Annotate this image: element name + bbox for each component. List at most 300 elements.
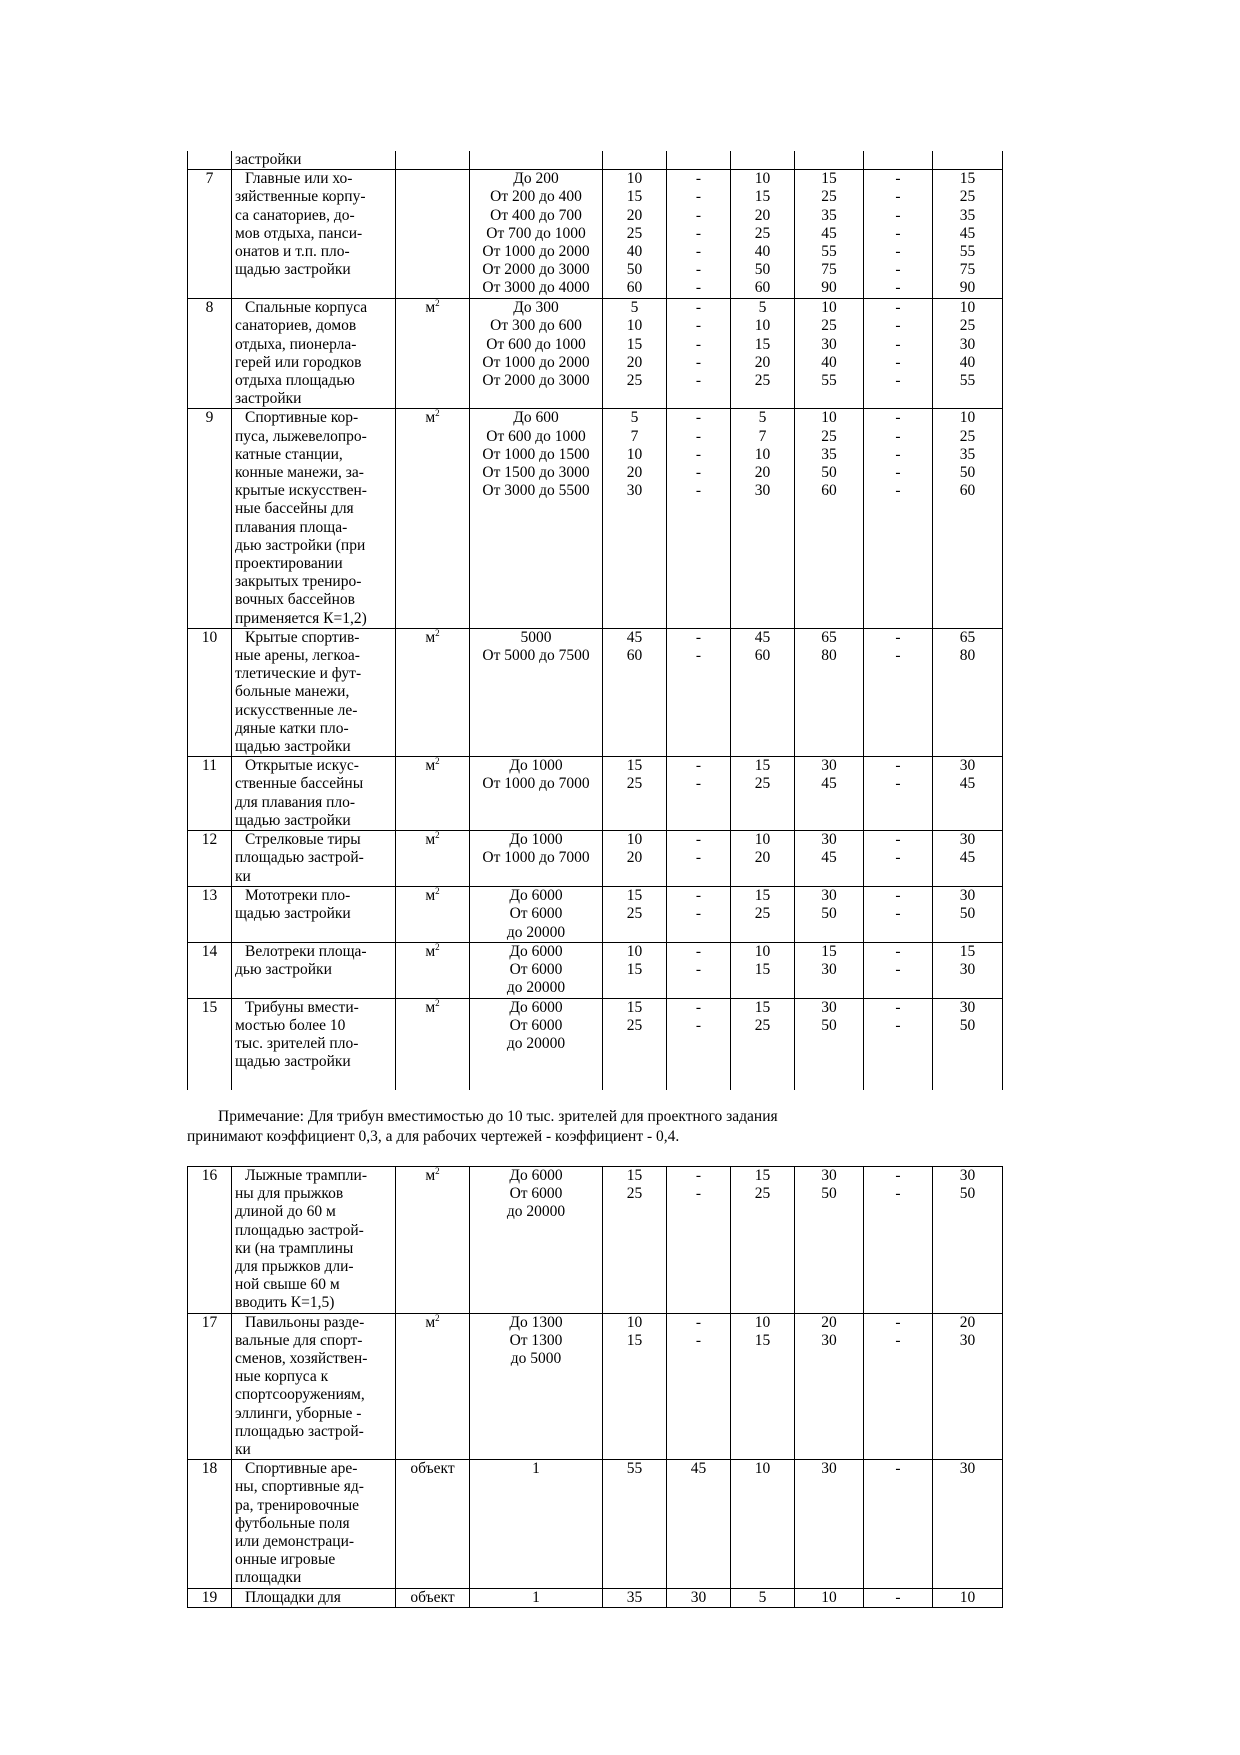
value-cell-c2 xyxy=(667,942,731,998)
value-cell-c3 xyxy=(731,1588,795,1607)
value-cell-c4-line: 75 xyxy=(821,261,837,279)
row-name-line: ные корпуса к xyxy=(235,1368,329,1386)
value-cell-c2-line: - xyxy=(695,335,702,353)
value-cell-c5-line: - xyxy=(895,757,901,775)
row-name-line: больные манежи, xyxy=(235,683,350,701)
value-cell-c4-line: 50 xyxy=(821,464,837,482)
row-name-line: ны, спортивные яд- xyxy=(235,1478,364,1496)
row-name-line: площадью застрой- xyxy=(235,1422,364,1440)
value-cell-c4-line: 20 xyxy=(821,1313,837,1331)
value-cell-c3 xyxy=(731,831,795,887)
table-row xyxy=(188,299,1003,409)
table-row xyxy=(188,998,1003,1090)
value-cell-c3-line: 10 xyxy=(754,942,771,960)
value-cell-c5 xyxy=(864,1313,933,1460)
unit-cell xyxy=(396,1167,470,1314)
value-cell-c2-line: - xyxy=(695,224,702,242)
value-cell-c5-line: - xyxy=(895,831,901,849)
value-cell-c3 xyxy=(731,1313,795,1460)
value-cell-c6 xyxy=(933,757,1003,831)
row-name-line: для плавания пло- xyxy=(235,793,356,811)
value-cell-c6-line: 50 xyxy=(959,464,976,482)
range-cell-line: до 20000 xyxy=(506,1035,566,1053)
unit-text: м xyxy=(425,998,436,1016)
value-cell-c1 xyxy=(603,942,667,998)
value-cell-c5-line: - xyxy=(895,998,901,1016)
value-cell-c2-line: - xyxy=(695,317,702,335)
row-name-line: ки xyxy=(235,867,251,885)
value-cell-c5-line: - xyxy=(895,188,901,206)
value-cell-c2-line: - xyxy=(695,1167,702,1184)
value-cell-c3 xyxy=(731,151,795,170)
row-name-line: онные игровые xyxy=(235,1551,336,1569)
row-name xyxy=(232,628,396,756)
row-name-line: спортсооружениям, xyxy=(235,1386,365,1404)
value-cell-c1-line: 15 xyxy=(626,1167,643,1184)
table-row xyxy=(188,1460,1003,1588)
row-name-line: искусственные ле- xyxy=(235,701,358,719)
row-name-line: щадью застройки xyxy=(235,738,351,756)
row-name-line: ки (на трамплины xyxy=(235,1239,354,1257)
range-cell-line: От 6000 xyxy=(509,960,563,978)
value-cell-c5-line: - xyxy=(895,647,901,665)
value-cell-c3 xyxy=(731,942,795,998)
value-cell-c5-line: - xyxy=(895,243,901,261)
range-cell xyxy=(470,1167,603,1314)
value-cell-c2-line: - xyxy=(695,628,702,646)
value-cell-c1 xyxy=(603,1588,667,1607)
range-cell-line: От 6000 xyxy=(509,905,563,923)
value-cell-c6-line: 10 xyxy=(959,1588,976,1606)
range-cell-line: От 600 до 1000 xyxy=(486,335,586,353)
value-cell-c6 xyxy=(933,831,1003,887)
row-name xyxy=(232,151,396,170)
value-cell-c3-line: 20 xyxy=(754,353,771,371)
range-cell-line: До 6000 xyxy=(509,887,563,905)
row-name-line: ной свыше 60 м xyxy=(235,1276,340,1294)
value-cell-c1-line: 45 xyxy=(626,628,643,646)
value-cell-c5-line: - xyxy=(895,960,901,978)
row-name-line: тыс. зрителей пло- xyxy=(235,1035,359,1053)
value-cell-c4-line: 25 xyxy=(821,188,837,206)
row-name-line: отдыха, пионерла- xyxy=(235,335,357,353)
unit-power: 2 xyxy=(435,941,440,952)
value-cell-c3-line: 60 xyxy=(754,279,771,297)
row-name-line: крытые искусствен- xyxy=(235,482,367,500)
row-name-line: Велотреки площа- xyxy=(245,942,367,960)
row-name xyxy=(232,998,396,1090)
value-cell-c4 xyxy=(795,628,864,756)
value-cell-c6-line: 50 xyxy=(959,1016,976,1034)
row-name-line: вочных бассейнов xyxy=(235,591,355,609)
value-cell-c2 xyxy=(667,757,731,831)
row-number xyxy=(188,151,232,170)
unit-cell xyxy=(396,1460,470,1588)
value-cell-c5-line: - xyxy=(895,942,901,960)
value-cell-c5 xyxy=(864,757,933,831)
row-name-line: вводить К=1,5) xyxy=(235,1294,335,1312)
value-cell-c4-line: 15 xyxy=(821,170,837,188)
note-line-1: Примечание: Для трибун вместимостью до 10 тыс. зрителей для проектного задания xyxy=(218,1108,778,1125)
value-cell-c6-line: 30 xyxy=(959,1167,976,1184)
value-cell-c2-line: - xyxy=(695,482,702,500)
value-cell-c6-line: 30 xyxy=(959,1331,976,1349)
value-cell-c4 xyxy=(795,170,864,299)
row-number: 13 xyxy=(188,887,232,943)
value-cell-c2-line: - xyxy=(695,445,702,463)
value-cell-c4 xyxy=(795,887,864,943)
value-cell-c6-line: 35 xyxy=(959,206,976,224)
value-cell-c2-line: - xyxy=(695,170,702,188)
value-cell-c6-line: 45 xyxy=(959,775,976,793)
range-cell-line: От 600 до 1000 xyxy=(486,427,586,445)
value-cell-c1-line: 5 xyxy=(630,299,639,317)
value-cell-c2 xyxy=(667,151,731,170)
unit-power: 2 xyxy=(435,408,440,419)
row-name-line: проектировании xyxy=(235,555,343,573)
value-cell-c1-line: 10 xyxy=(626,831,643,849)
range-cell xyxy=(470,887,603,943)
range-cell-line: От 6000 xyxy=(509,1185,563,1203)
value-cell-c6-line: 50 xyxy=(959,1185,976,1203)
unit-cell xyxy=(396,831,470,887)
value-cell-c3 xyxy=(731,998,795,1090)
value-cell-c1-line: 25 xyxy=(626,224,643,242)
row-name-line: отдыха площадью xyxy=(235,372,355,390)
value-cell-c5-line: - xyxy=(895,427,901,445)
value-cell-c4-line: 30 xyxy=(821,998,837,1016)
value-cell-c5-line: - xyxy=(895,628,901,646)
value-cell-c3-line: 15 xyxy=(754,188,771,206)
unit-text: м xyxy=(425,1167,436,1184)
row-name xyxy=(232,942,396,998)
unit-text: объект xyxy=(410,1588,455,1606)
value-cell-c6-line: 30 xyxy=(959,1460,976,1478)
row-name xyxy=(232,170,396,299)
value-cell-c4-line: 80 xyxy=(821,647,837,665)
range-cell-line: до 5000 xyxy=(510,1350,562,1368)
value-cell-c5-line: - xyxy=(895,206,901,224)
value-cell-c1-line: 30 xyxy=(626,482,643,500)
value-cell-c1 xyxy=(603,170,667,299)
row-name-line: пуса, лыжевелопро- xyxy=(235,427,367,445)
value-cell-c3-line: 25 xyxy=(754,775,771,793)
value-cell-c4 xyxy=(795,1588,864,1607)
value-cell-c2-line: - xyxy=(695,206,702,224)
value-cell-c5 xyxy=(864,998,933,1090)
value-cell-c6-line: 35 xyxy=(959,445,976,463)
value-cell-c5 xyxy=(864,831,933,887)
value-cell-c1 xyxy=(603,831,667,887)
value-cell-c5-line: - xyxy=(895,1016,901,1034)
row-name-line: ны для прыжков xyxy=(235,1185,344,1203)
value-cell-c3-line: 60 xyxy=(754,647,771,665)
range-cell-line: до 20000 xyxy=(506,923,566,941)
row-name-line: закрытых трениро- xyxy=(235,573,362,591)
value-cell-c4-line: 45 xyxy=(821,849,837,867)
value-cell-c4-line: 35 xyxy=(821,445,837,463)
range-cell xyxy=(470,299,603,409)
value-cell-c3-line: 10 xyxy=(754,1313,771,1331)
row-number: 8 xyxy=(188,299,232,409)
value-cell-c6-line: 45 xyxy=(959,849,976,867)
value-cell-c2 xyxy=(667,998,731,1090)
unit-text: м xyxy=(425,942,436,960)
row-name xyxy=(232,1460,396,1588)
value-cell-c3-line: 25 xyxy=(754,1185,771,1203)
range-cell xyxy=(470,942,603,998)
value-cell-c3-line: 15 xyxy=(754,887,771,905)
row-name-line: площадки xyxy=(235,1569,302,1587)
range-cell-line: до 20000 xyxy=(506,1203,566,1221)
range-cell xyxy=(470,1460,603,1588)
value-cell-c1-line: 10 xyxy=(626,445,643,463)
unit-power: 2 xyxy=(435,830,440,841)
value-cell-c6-line: 15 xyxy=(959,942,976,960)
unit-cell xyxy=(396,757,470,831)
value-cell-c6-line: 10 xyxy=(959,299,976,317)
value-cell-c4 xyxy=(795,299,864,409)
value-cell-c6-line: 10 xyxy=(959,409,976,427)
value-cell-c6 xyxy=(933,628,1003,756)
value-cell-c3-line: 7 xyxy=(758,427,767,445)
range-cell xyxy=(470,151,603,170)
value-cell-c2-line: 30 xyxy=(690,1588,707,1606)
row-name-line: санаториев, домов xyxy=(235,317,357,335)
row-name-line: катные станции, xyxy=(235,445,343,463)
value-cell-c3-line: 15 xyxy=(754,1167,771,1184)
value-cell-c4-line: 30 xyxy=(821,757,837,775)
value-cell-c1 xyxy=(603,151,667,170)
value-cell-c1-line: 10 xyxy=(626,317,643,335)
range-cell-line: До 6000 xyxy=(509,998,563,1016)
unit-cell xyxy=(396,1313,470,1460)
value-cell-c1 xyxy=(603,299,667,409)
value-cell-c1 xyxy=(603,1460,667,1588)
value-cell-c2-line: - xyxy=(695,409,702,427)
value-cell-c1-line: 35 xyxy=(626,1588,643,1606)
value-cell-c1-line: 40 xyxy=(626,243,643,261)
value-cell-c4-line: 60 xyxy=(821,482,837,500)
value-cell-c1-line: 50 xyxy=(626,261,643,279)
row-name-line: сменов, хозяйствен- xyxy=(235,1350,368,1368)
value-cell-c2-line: - xyxy=(695,998,702,1016)
row-name xyxy=(232,1588,396,1607)
value-cell-c5-line: - xyxy=(895,1331,901,1349)
note-line-2: принимают коэффициент 0,3, а для рабочих чертежей - коэффициент - 0,4. xyxy=(187,1128,680,1145)
row-number: 7 xyxy=(188,170,232,299)
table-row xyxy=(188,831,1003,887)
value-cell-c4-line: 30 xyxy=(821,335,837,353)
value-cell-c2 xyxy=(667,170,731,299)
value-cell-c1-line: 10 xyxy=(626,170,643,188)
value-cell-c6-line: 90 xyxy=(959,279,976,297)
row-name-line: эллинги, уборные - xyxy=(235,1404,362,1422)
unit-power: 2 xyxy=(435,756,440,767)
unit-power: 2 xyxy=(435,886,440,897)
row-name-line: онатов и т.п. пло- xyxy=(235,243,350,261)
row-name-line: ственные бассейны xyxy=(235,775,364,793)
value-cell-c4-line: 25 xyxy=(821,427,837,445)
value-cell-c4-line: 25 xyxy=(821,317,837,335)
value-cell-c2-line: - xyxy=(695,299,702,317)
value-cell-c4 xyxy=(795,831,864,887)
row-name-line: ки xyxy=(235,1441,251,1459)
row-name-line: щадью застройки xyxy=(235,905,351,923)
value-cell-c3 xyxy=(731,299,795,409)
value-cell-c5-line: - xyxy=(895,299,901,317)
norms-table-part1 xyxy=(187,151,1003,1090)
value-cell-c2-line: - xyxy=(695,464,702,482)
value-cell-c5 xyxy=(864,170,933,299)
unit-text: м xyxy=(425,887,436,905)
row-name-line: Трибуны вмести- xyxy=(245,998,359,1016)
row-name xyxy=(232,831,396,887)
row-name-line: Спальные корпуса xyxy=(245,299,368,317)
value-cell-c6-line: 65 xyxy=(959,628,976,646)
row-name-line: мов отдыха, панси- xyxy=(235,224,363,242)
value-cell-c2 xyxy=(667,1167,731,1314)
value-cell-c3-line: 50 xyxy=(754,261,771,279)
value-cell-c4 xyxy=(795,942,864,998)
row-name-line: Мототреки пло- xyxy=(245,887,351,905)
unit-text: м xyxy=(425,409,436,427)
value-cell-c4-line: 30 xyxy=(821,1331,837,1349)
value-cell-c6-line: 30 xyxy=(959,831,976,849)
value-cell-c6-line: 25 xyxy=(959,317,976,335)
row-number: 12 xyxy=(188,831,232,887)
row-name-line: герей или городков xyxy=(235,353,362,371)
value-cell-c2 xyxy=(667,1588,731,1607)
row-name-line: ные бассейны для xyxy=(235,500,354,518)
value-cell-c6 xyxy=(933,1588,1003,1607)
value-cell-c4-line: 10 xyxy=(821,409,837,427)
value-cell-c5-line: - xyxy=(895,887,901,905)
range-cell-line: От 400 до 700 xyxy=(490,206,582,224)
row-number: 15 xyxy=(188,998,232,1090)
value-cell-c4-line: 30 xyxy=(821,887,837,905)
value-cell-c4-line: 15 xyxy=(821,942,837,960)
unit-cell xyxy=(396,409,470,628)
value-cell-c6 xyxy=(933,170,1003,299)
value-cell-c1-line: 25 xyxy=(626,905,643,923)
value-cell-c6-line: 50 xyxy=(959,905,976,923)
row-name-line: площадью застрой- xyxy=(235,1221,364,1239)
row-number: 9 xyxy=(188,409,232,628)
value-cell-c5-line: - xyxy=(895,1167,901,1184)
value-cell-c5-line: - xyxy=(895,1460,901,1478)
range-cell xyxy=(470,831,603,887)
row-name-line: Крытые спортив- xyxy=(245,628,360,646)
value-cell-c5-line: - xyxy=(895,353,901,371)
value-cell-c3-line: 10 xyxy=(754,1460,771,1478)
value-cell-c4 xyxy=(795,151,864,170)
value-cell-c5 xyxy=(864,299,933,409)
row-number: 10 xyxy=(188,628,232,756)
row-name xyxy=(232,1313,396,1460)
value-cell-c3-line: 15 xyxy=(754,960,771,978)
value-cell-c2-line: - xyxy=(695,1185,702,1203)
value-cell-c4 xyxy=(795,409,864,628)
range-cell xyxy=(470,1313,603,1460)
value-cell-c4-line: 45 xyxy=(821,775,837,793)
value-cell-c4-line: 40 xyxy=(821,353,837,371)
row-name-line: плавания площа- xyxy=(235,518,348,536)
row-number: 14 xyxy=(188,942,232,998)
range-cell-line: От 300 до 600 xyxy=(490,317,582,335)
value-cell-c4-line: 50 xyxy=(821,1185,837,1203)
unit-cell xyxy=(396,628,470,756)
range-cell-line: От 2000 до 3000 xyxy=(482,372,590,390)
row-name-line: площадью застрой- xyxy=(235,849,364,867)
value-cell-c1 xyxy=(603,628,667,756)
range-cell xyxy=(470,1588,603,1607)
value-cell-c3 xyxy=(731,1460,795,1588)
range-cell xyxy=(470,628,603,756)
value-cell-c3 xyxy=(731,887,795,943)
range-cell-line: До 6000 xyxy=(509,1167,563,1184)
value-cell-c5-line: - xyxy=(895,464,901,482)
value-cell-c1-line: 25 xyxy=(626,1016,643,1034)
value-cell-c2-line: - xyxy=(695,942,702,960)
range-cell-line: До 200 xyxy=(513,170,559,188)
value-cell-c6-line: 25 xyxy=(959,427,976,445)
unit-cell xyxy=(396,299,470,409)
value-cell-c1-line: 15 xyxy=(626,960,643,978)
value-cell-c3 xyxy=(731,1167,795,1314)
value-cell-c5-line: - xyxy=(895,1185,901,1203)
value-cell-c3 xyxy=(731,628,795,756)
row-name-line: дяные катки пло- xyxy=(235,719,349,737)
table-row xyxy=(188,1588,1003,1607)
value-cell-c6-line: 30 xyxy=(959,335,976,353)
value-cell-c1-line: 10 xyxy=(626,1313,643,1331)
range-cell-line: 1 xyxy=(532,1460,540,1478)
value-cell-c6 xyxy=(933,1460,1003,1588)
unit-cell xyxy=(396,151,470,170)
value-cell-c2 xyxy=(667,1460,731,1588)
row-number: 18 xyxy=(188,1460,232,1588)
value-cell-c2-line: - xyxy=(695,887,702,905)
value-cell-c5 xyxy=(864,1460,933,1588)
value-cell-c6 xyxy=(933,409,1003,628)
value-cell-c6-line: 45 xyxy=(959,224,976,242)
value-cell-c3-line: 5 xyxy=(758,1588,767,1606)
value-cell-c5-line: - xyxy=(895,775,901,793)
unit-text: м xyxy=(425,628,436,646)
value-cell-c3-line: 10 xyxy=(754,170,771,188)
range-cell-line: до 20000 xyxy=(506,979,566,997)
value-cell-c4 xyxy=(795,1313,864,1460)
value-cell-c1-line: 5 xyxy=(630,409,639,427)
value-cell-c2-line: - xyxy=(695,279,702,297)
range-cell-line: От 3000 до 4000 xyxy=(482,279,590,297)
value-cell-c1-line: 60 xyxy=(626,279,643,297)
value-cell-c6-line: 55 xyxy=(959,372,976,390)
value-cell-c5 xyxy=(864,151,933,170)
row-number: 11 xyxy=(188,757,232,831)
unit-cell xyxy=(396,887,470,943)
range-cell-line: От 5000 до 7500 xyxy=(482,647,590,665)
range-cell-line: От 1500 до 3000 xyxy=(482,464,590,482)
value-cell-c3-line: 5 xyxy=(758,299,767,317)
value-cell-c3-line: 40 xyxy=(754,243,771,261)
value-cell-c4-line: 50 xyxy=(821,1016,837,1034)
value-cell-c5 xyxy=(864,887,933,943)
value-cell-c1-line: 55 xyxy=(626,1460,643,1478)
range-cell-line: От 1000 до 2000 xyxy=(482,353,590,371)
row-name-line: конные манежи, за- xyxy=(235,464,364,482)
